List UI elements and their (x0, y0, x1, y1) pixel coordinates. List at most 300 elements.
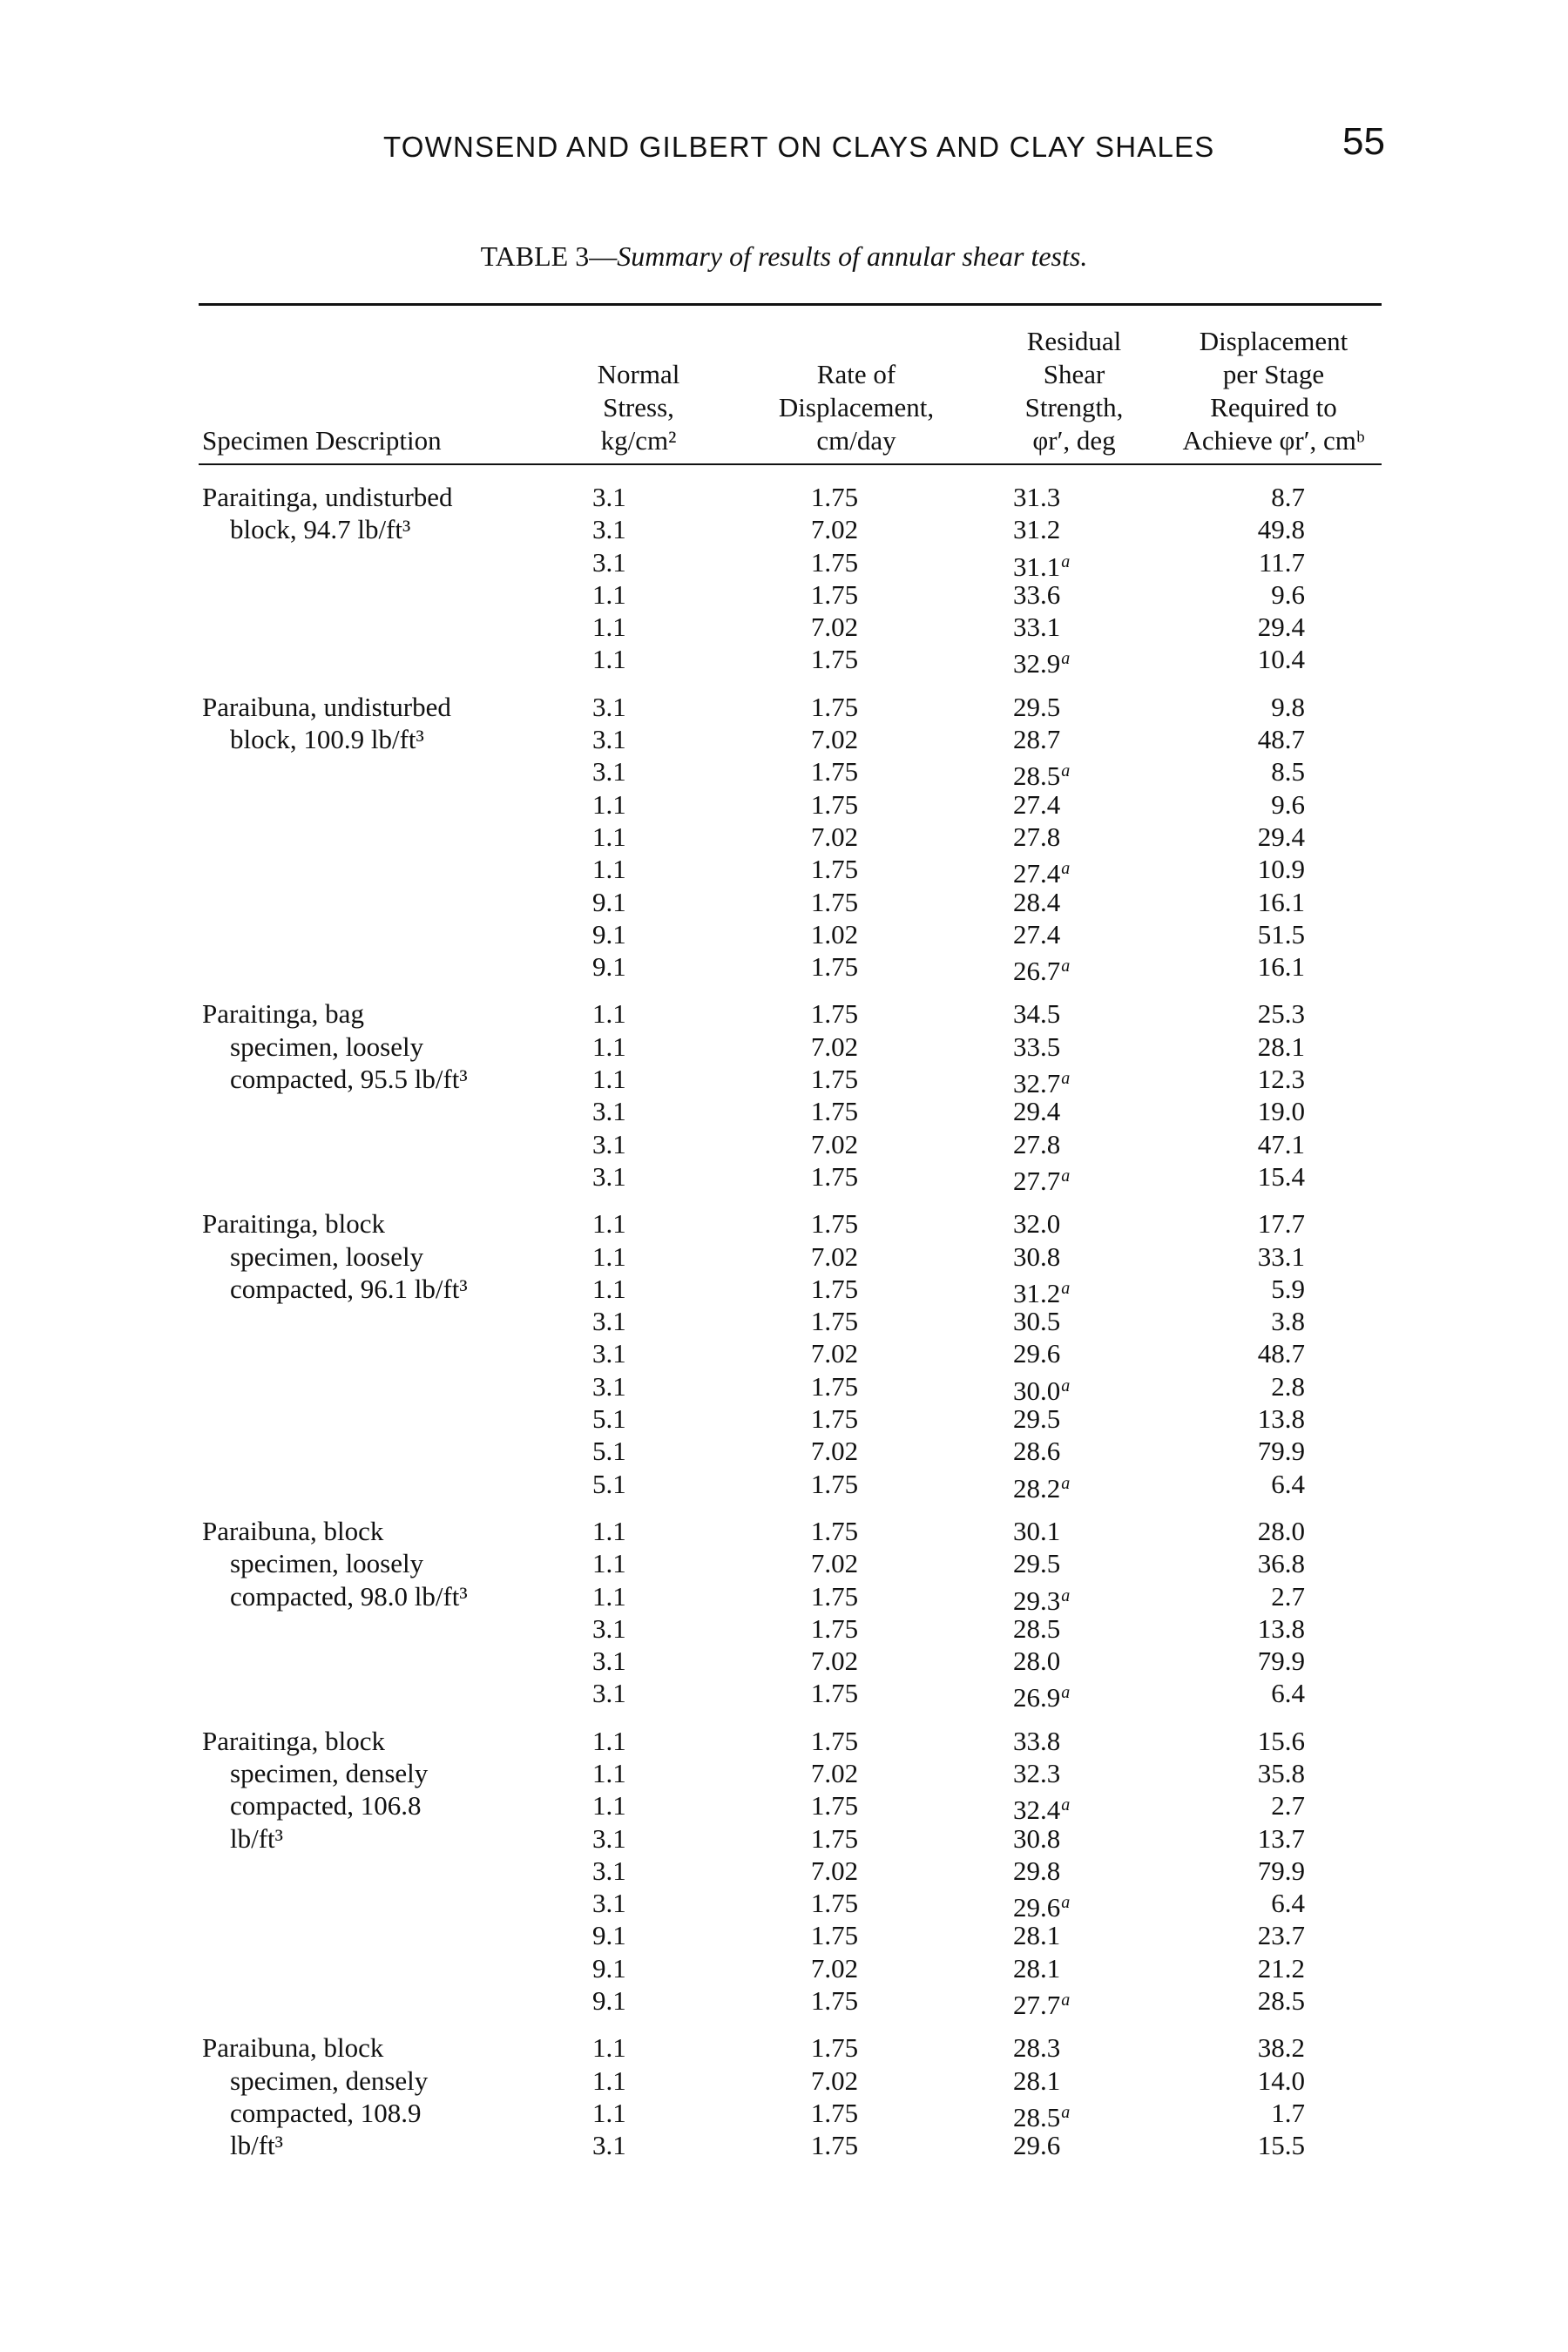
specimen-description-line: Paraibuna, undisturbed (202, 691, 451, 722)
rate-cell-value: 1.75 (810, 1208, 859, 1240)
displacement-cell-value: 9.8 (1271, 691, 1305, 722)
residual-strength-cell-value: 28.7 (1013, 724, 1061, 755)
normal-stress-cell-value: 9.1 (592, 1985, 626, 2017)
normal-stress-cell-value: 1.1 (592, 578, 626, 610)
column-header-residual-shear-strength: Residual Shear Strength, φr′, deg (1024, 326, 1124, 456)
table-row (199, 1370, 1382, 1406)
table-row (199, 1160, 1382, 1196)
displacement-cell (1218, 1580, 1305, 1612)
normal-stress-cell-value: 3.1 (592, 1370, 626, 1402)
rate-cell (791, 1240, 878, 1273)
normal-stress-cell (592, 1031, 662, 1063)
rate-cell-value: 1.75 (810, 1678, 859, 1709)
specimen-group (199, 691, 1382, 987)
specimen-group (199, 1207, 1382, 1504)
displacement-cell (1218, 1337, 1305, 1369)
normal-stress-cell (592, 1725, 662, 1757)
table-row (199, 2129, 1382, 2161)
rate-cell (791, 1337, 878, 1369)
table-row (199, 1305, 1382, 1337)
rate-cell (791, 1095, 878, 1127)
rate-cell (791, 886, 878, 918)
specimen-description-line: Paraitinga, block (202, 1725, 386, 1756)
displacement-cell (1218, 611, 1305, 643)
displacement-cell-value: 47.1 (1257, 1128, 1305, 1159)
specimen-group (199, 2031, 1382, 2161)
displacement-cell (1218, 1435, 1305, 1467)
table-label: TABLE 3— (480, 240, 618, 272)
rate-cell-value: 1.75 (810, 1612, 859, 1644)
rate-cell-value: 1.75 (810, 2130, 859, 2161)
table-row (199, 1919, 1382, 1951)
displacement-cell (1218, 886, 1305, 918)
normal-stress-cell-value: 9.1 (592, 1952, 626, 1984)
rate-cell-value: 1.75 (810, 1370, 859, 1402)
displacement-cell (1218, 1725, 1305, 1757)
displacement-cell-value: 19.0 (1257, 1096, 1305, 1127)
displacement-cell-value: 29.4 (1257, 821, 1305, 852)
normal-stress-cell (592, 1160, 662, 1193)
rate-cell (791, 918, 878, 950)
table-row (199, 691, 1382, 723)
displacement-cell-value: 10.9 (1257, 854, 1305, 885)
table-row (199, 1337, 1382, 1369)
residual-strength-cell-value: 28.1 (1013, 2065, 1061, 2096)
rate-cell-value: 1.75 (810, 644, 859, 675)
specimen-description-line: specimen, loosely (230, 1548, 424, 1579)
table-row (199, 578, 1382, 611)
normal-stress-cell (592, 1855, 662, 1887)
residual-strength-cell-value: 28.6 (1013, 1436, 1061, 1467)
residual-strength-cell-value: 31.1 (1013, 551, 1061, 582)
displacement-cell (1218, 1952, 1305, 1984)
table-top-rule (199, 303, 1382, 306)
normal-stress-cell (592, 918, 662, 950)
normal-stress-cell-value: 9.1 (592, 886, 626, 917)
residual-strength-cell (1013, 755, 1118, 792)
displacement-cell-value: 23.7 (1257, 1920, 1305, 1951)
footnote-marker: a (1061, 1375, 1071, 1396)
normal-stress-cell-value: 3.1 (592, 1612, 626, 1644)
table-row (199, 1515, 1382, 1547)
footnote-marker: a (1061, 1473, 1071, 1493)
displacement-cell (1218, 513, 1305, 545)
table-row (199, 1887, 1382, 1923)
displacement-cell-value: 11.7 (1258, 546, 1305, 578)
normal-stress-cell (592, 1063, 662, 1095)
residual-strength-cell-value: 29.3 (1013, 1585, 1061, 1616)
table-row (199, 1031, 1382, 1063)
normal-stress-cell-value: 1.1 (592, 1031, 626, 1062)
displacement-cell (1218, 1128, 1305, 1160)
displacement-cell-value: 17.7 (1257, 1208, 1305, 1240)
rate-cell-value: 1.75 (810, 1888, 859, 1919)
normal-stress-cell-value: 1.1 (592, 821, 626, 852)
normal-stress-cell-value: 3.1 (592, 1646, 626, 1677)
rate-cell (791, 723, 878, 755)
residual-strength-cell (1013, 2129, 1118, 2161)
residual-strength-cell (1013, 1031, 1118, 1063)
residual-strength-cell-value: 27.4 (1013, 788, 1061, 820)
residual-strength-cell-value: 28.4 (1013, 886, 1061, 917)
residual-strength-cell-value: 32.7 (1013, 1068, 1061, 1099)
rate-cell (791, 481, 878, 513)
table-row (199, 918, 1382, 950)
rate-cell (791, 1952, 878, 1984)
normal-stress-cell-value: 1.1 (592, 1757, 626, 1788)
normal-stress-cell (592, 2129, 662, 2161)
normal-stress-cell (592, 1984, 662, 2017)
rate-cell (791, 1207, 878, 1240)
table-row (199, 1757, 1382, 1789)
displacement-cell (1218, 643, 1305, 675)
displacement-cell-value: 13.8 (1257, 1403, 1305, 1435)
displacement-cell-value: 9.6 (1271, 788, 1305, 820)
normal-stress-cell-value: 1.1 (592, 1240, 626, 1272)
table-row (199, 1207, 1382, 1240)
rate-cell-value: 1.75 (810, 1468, 859, 1499)
table-row (199, 546, 1382, 582)
residual-strength-cell (1013, 1580, 1118, 1617)
rate-cell (791, 1919, 878, 1951)
footnote-marker: a (1061, 649, 1071, 669)
residual-strength-cell (1013, 1370, 1118, 1407)
normal-stress-cell (592, 788, 662, 821)
displacement-cell (1218, 691, 1305, 723)
rate-cell-value: 7.02 (810, 724, 859, 755)
normal-stress-cell-value: 3.1 (592, 1306, 626, 1337)
table-row (199, 1547, 1382, 1579)
rate-cell (791, 1468, 878, 1500)
rate-cell (791, 1160, 878, 1193)
residual-strength-cell-value: 29.6 (1013, 2130, 1061, 2161)
rate-cell-value: 1.75 (810, 1790, 859, 1821)
residual-strength-cell (1013, 918, 1118, 950)
residual-strength-cell (1013, 1677, 1118, 1713)
normal-stress-cell (592, 997, 662, 1030)
displacement-cell-value: 49.8 (1257, 514, 1305, 545)
displacement-cell-value: 35.8 (1257, 1757, 1305, 1788)
displacement-cell (1218, 481, 1305, 513)
specimen-description-line: compacted, 98.0 lb/ft³ (230, 1580, 468, 1612)
table-row (199, 2065, 1382, 2097)
residual-strength-cell-value: 28.1 (1013, 1952, 1061, 1984)
residual-strength-cell-value: 28.5 (1013, 1612, 1061, 1644)
residual-strength-cell (1013, 546, 1118, 583)
rate-cell (791, 1984, 878, 2017)
displacement-cell-value: 10.4 (1257, 644, 1305, 675)
displacement-cell-value: 8.7 (1271, 482, 1305, 512)
displacement-cell-value: 2.7 (1271, 1790, 1305, 1821)
displacement-cell-value: 12.3 (1257, 1064, 1305, 1095)
displacement-cell-value: 15.4 (1257, 1160, 1305, 1192)
displacement-cell-value: 36.8 (1257, 1548, 1305, 1579)
normal-stress-cell (592, 1273, 662, 1305)
rate-cell-value: 1.75 (810, 1920, 859, 1951)
displacement-cell (1218, 1547, 1305, 1579)
residual-strength-cell-value: 30.8 (1013, 1240, 1061, 1272)
table-row (199, 950, 1382, 987)
residual-strength-cell-value: 30.5 (1013, 1306, 1061, 1337)
specimen-description-line: Paraitinga, bag (202, 998, 364, 1030)
rate-cell (791, 1305, 878, 1337)
rate-cell (791, 578, 878, 611)
displacement-cell-value: 6.4 (1271, 1678, 1305, 1709)
rate-cell (791, 2097, 878, 2129)
specimen-group (199, 1725, 1382, 2021)
displacement-cell-value: 15.6 (1257, 1725, 1305, 1756)
displacement-cell-value: 79.9 (1257, 1436, 1305, 1467)
normal-stress-cell (592, 1612, 662, 1645)
rate-cell-value: 1.75 (810, 1160, 859, 1192)
normal-stress-cell (592, 1402, 662, 1435)
rate-cell-value: 7.02 (810, 1646, 859, 1677)
residual-strength-cell-value: 27.4 (1013, 858, 1061, 889)
table-row (199, 1855, 1382, 1887)
residual-strength-cell-value: 27.8 (1013, 1128, 1061, 1159)
displacement-cell (1218, 1984, 1305, 2017)
table-header-rule (199, 463, 1382, 465)
residual-strength-cell-value: 27.7 (1013, 1165, 1061, 1196)
normal-stress-cell-value: 3.1 (592, 724, 626, 755)
specimen-description-line: block, 100.9 lb/ft³ (230, 724, 424, 755)
rate-cell (791, 2031, 878, 2064)
residual-strength-cell (1013, 1757, 1118, 1789)
normal-stress-cell (592, 1547, 662, 1579)
displacement-cell (1218, 1305, 1305, 1337)
residual-strength-cell (1013, 1887, 1118, 1923)
displacement-cell (1218, 1855, 1305, 1887)
normal-stress-cell (592, 1515, 662, 1547)
normal-stress-cell (592, 1435, 662, 1467)
displacement-cell-value: 79.9 (1257, 1646, 1305, 1677)
rate-cell (791, 1273, 878, 1305)
rate-cell (791, 1515, 878, 1547)
specimen-group (199, 1515, 1382, 1713)
footnote-marker: a (1061, 1166, 1071, 1186)
normal-stress-cell (592, 1370, 662, 1402)
residual-strength-cell-value: 28.2 (1013, 1472, 1061, 1504)
displacement-cell (1218, 821, 1305, 853)
normal-stress-cell (592, 1645, 662, 1677)
table-row (199, 755, 1382, 792)
rate-cell (791, 1612, 878, 1645)
rate-cell (791, 1855, 878, 1887)
displacement-cell-value: 48.7 (1257, 724, 1305, 755)
normal-stress-cell (592, 755, 662, 787)
rate-cell-value: 1.75 (810, 482, 859, 512)
table-row (199, 1402, 1382, 1435)
table-row (199, 481, 1382, 513)
normal-stress-cell (592, 1677, 662, 1709)
residual-strength-cell (1013, 723, 1118, 755)
rate-cell-value: 1.75 (810, 1096, 859, 1127)
normal-stress-cell-value: 1.1 (592, 1064, 626, 1095)
displacement-cell-value: 15.5 (1257, 2130, 1305, 2161)
normal-stress-cell-value: 3.1 (592, 1888, 626, 1919)
column-header-displacement-per-stage: Displacement per Stage Required to Achieve φr′, cmᵇ (1182, 326, 1365, 456)
displacement-cell-value: 2.8 (1271, 1370, 1305, 1402)
rate-cell-value: 7.02 (810, 1952, 859, 1984)
displacement-cell-value: 6.4 (1271, 1468, 1305, 1499)
displacement-cell (1218, 2065, 1305, 2097)
specimen-description-line: compacted, 106.8 (230, 1790, 422, 1821)
residual-strength-cell (1013, 578, 1118, 611)
rate-cell (791, 611, 878, 643)
residual-strength-cell (1013, 1855, 1118, 1887)
residual-strength-cell (1013, 2097, 1118, 2133)
residual-strength-cell (1013, 1645, 1118, 1677)
normal-stress-cell-value: 3.1 (592, 1822, 626, 1854)
column-header-normal-stress: Normal Stress, kg/cm² (597, 359, 680, 456)
residual-strength-cell (1013, 1725, 1118, 1757)
normal-stress-cell (592, 643, 662, 675)
normal-stress-cell (592, 1757, 662, 1789)
rate-cell-value: 1.75 (810, 1273, 859, 1304)
displacement-cell (1218, 1757, 1305, 1789)
residual-strength-cell-value: 29.5 (1013, 691, 1061, 722)
rate-cell-value: 7.02 (810, 612, 859, 643)
displacement-cell (1218, 1370, 1305, 1402)
specimen-description-line: lb/ft³ (230, 2130, 283, 2161)
footnote-marker: a (1061, 1069, 1071, 1089)
page-header (261, 120, 1385, 172)
specimen-description-line: Paraitinga, undisturbed (202, 482, 453, 512)
normal-stress-cell-value: 3.1 (592, 1096, 626, 1127)
rate-cell (791, 546, 878, 578)
residual-strength-cell-value: 33.5 (1013, 1031, 1061, 1062)
normal-stress-cell-value: 5.1 (592, 1468, 626, 1499)
displacement-cell-value: 9.6 (1271, 578, 1305, 610)
displacement-cell (1218, 1095, 1305, 1127)
residual-strength-cell-value: 32.3 (1013, 1757, 1061, 1788)
normal-stress-cell-value: 3.1 (592, 1128, 626, 1159)
normal-stress-cell (592, 1128, 662, 1160)
table-row (199, 1725, 1382, 1757)
displacement-cell (1218, 2097, 1305, 2129)
normal-stress-cell (592, 1789, 662, 1821)
normal-stress-cell-value: 1.1 (592, 2097, 626, 2128)
normal-stress-cell-value: 3.1 (592, 546, 626, 578)
rate-cell-value: 7.02 (810, 821, 859, 852)
specimen-description-line: block, 94.7 lb/ft³ (230, 514, 411, 545)
rate-cell (791, 1789, 878, 1821)
normal-stress-cell-value: 9.1 (592, 1920, 626, 1951)
rate-cell-value: 7.02 (810, 2065, 859, 2096)
table-row (199, 1063, 1382, 1099)
displacement-cell (1218, 1677, 1305, 1709)
displacement-cell (1218, 1919, 1305, 1951)
residual-strength-cell-value: 27.4 (1013, 918, 1061, 950)
residual-strength-cell (1013, 2065, 1118, 2097)
specimen-description-line: compacted, 96.1 lb/ft³ (230, 1273, 468, 1304)
footnote-marker: a (1061, 1585, 1071, 1605)
table-row (199, 1952, 1382, 1984)
rate-cell (791, 853, 878, 885)
normal-stress-cell (592, 950, 662, 983)
footnote-marker: a (1061, 1893, 1071, 1913)
displacement-cell (1218, 1822, 1305, 1855)
normal-stress-cell-value: 1.1 (592, 2032, 626, 2064)
residual-strength-cell (1013, 1273, 1118, 1309)
displacement-cell (1218, 1515, 1305, 1547)
residual-strength-cell (1013, 1240, 1118, 1273)
specimen-description-line: compacted, 95.5 lb/ft³ (230, 1064, 468, 1095)
residual-strength-cell-value: 27.8 (1013, 821, 1061, 852)
normal-stress-cell-value: 9.1 (592, 918, 626, 950)
table-row (199, 1435, 1382, 1467)
displacement-cell-value: 13.7 (1257, 1822, 1305, 1854)
rate-cell (791, 643, 878, 675)
normal-stress-cell-value: 1.1 (592, 1273, 626, 1304)
residual-strength-cell-value: 28.1 (1013, 1920, 1061, 1951)
displacement-cell (1218, 1645, 1305, 1677)
table-row (199, 997, 1382, 1030)
residual-strength-cell-value: 29.8 (1013, 1855, 1061, 1886)
rate-cell (791, 1822, 878, 1855)
residual-strength-cell (1013, 1128, 1118, 1160)
rate-cell-value: 1.75 (810, 578, 859, 610)
residual-strength-cell (1013, 1822, 1118, 1855)
normal-stress-cell-value: 3.1 (592, 756, 626, 787)
residual-strength-cell (1013, 1095, 1118, 1127)
footnote-marker: a (1061, 1278, 1071, 1298)
specimen-group (199, 481, 1382, 679)
footnote-marker: a (1061, 761, 1071, 781)
residual-strength-cell-value: 32.9 (1013, 648, 1061, 679)
rate-cell (791, 1645, 878, 1677)
footnote-marker: a (1061, 2102, 1071, 2122)
displacement-cell (1218, 788, 1305, 821)
rate-cell-value: 1.75 (810, 1515, 859, 1546)
residual-strength-cell-value: 26.9 (1013, 1682, 1061, 1713)
residual-strength-cell (1013, 1468, 1118, 1504)
rate-cell-value: 7.02 (810, 1757, 859, 1788)
table-row (199, 513, 1382, 545)
displacement-cell-value: 2.7 (1271, 1580, 1305, 1612)
displacement-cell (1218, 1273, 1305, 1305)
normal-stress-cell (592, 1919, 662, 1951)
normal-stress-cell (592, 1207, 662, 1240)
residual-strength-cell (1013, 1515, 1118, 1547)
rate-cell-value: 1.75 (810, 2097, 859, 2128)
footnote-marker: a (1061, 859, 1071, 879)
specimen-description-line: Paraitinga, block (202, 1208, 386, 1240)
displacement-cell-value: 1.7 (1271, 2097, 1305, 2128)
rate-cell-value: 7.02 (810, 1031, 859, 1062)
displacement-cell (1218, 1468, 1305, 1500)
normal-stress-cell (592, 513, 662, 545)
residual-strength-cell-value: 32.0 (1013, 1208, 1061, 1240)
table-row (199, 1240, 1382, 1273)
normal-stress-cell-value: 1.1 (592, 998, 626, 1030)
normal-stress-cell-value: 1.1 (592, 1725, 626, 1756)
residual-strength-cell-value: 29.4 (1013, 1096, 1061, 1127)
displacement-cell (1218, 918, 1305, 950)
specimen-description-line: specimen, loosely (230, 1031, 424, 1062)
rate-cell-value: 7.02 (810, 1855, 859, 1886)
rate-cell-value: 1.75 (810, 756, 859, 787)
rate-cell (791, 1580, 878, 1612)
rate-cell-value: 7.02 (810, 1548, 859, 1579)
residual-strength-cell (1013, 2031, 1118, 2064)
normal-stress-cell (592, 886, 662, 918)
displacement-cell (1218, 1063, 1305, 1095)
residual-strength-cell (1013, 643, 1118, 679)
normal-stress-cell-value: 3.1 (592, 1855, 626, 1886)
residual-strength-cell (1013, 1160, 1118, 1197)
table-row (199, 788, 1382, 821)
